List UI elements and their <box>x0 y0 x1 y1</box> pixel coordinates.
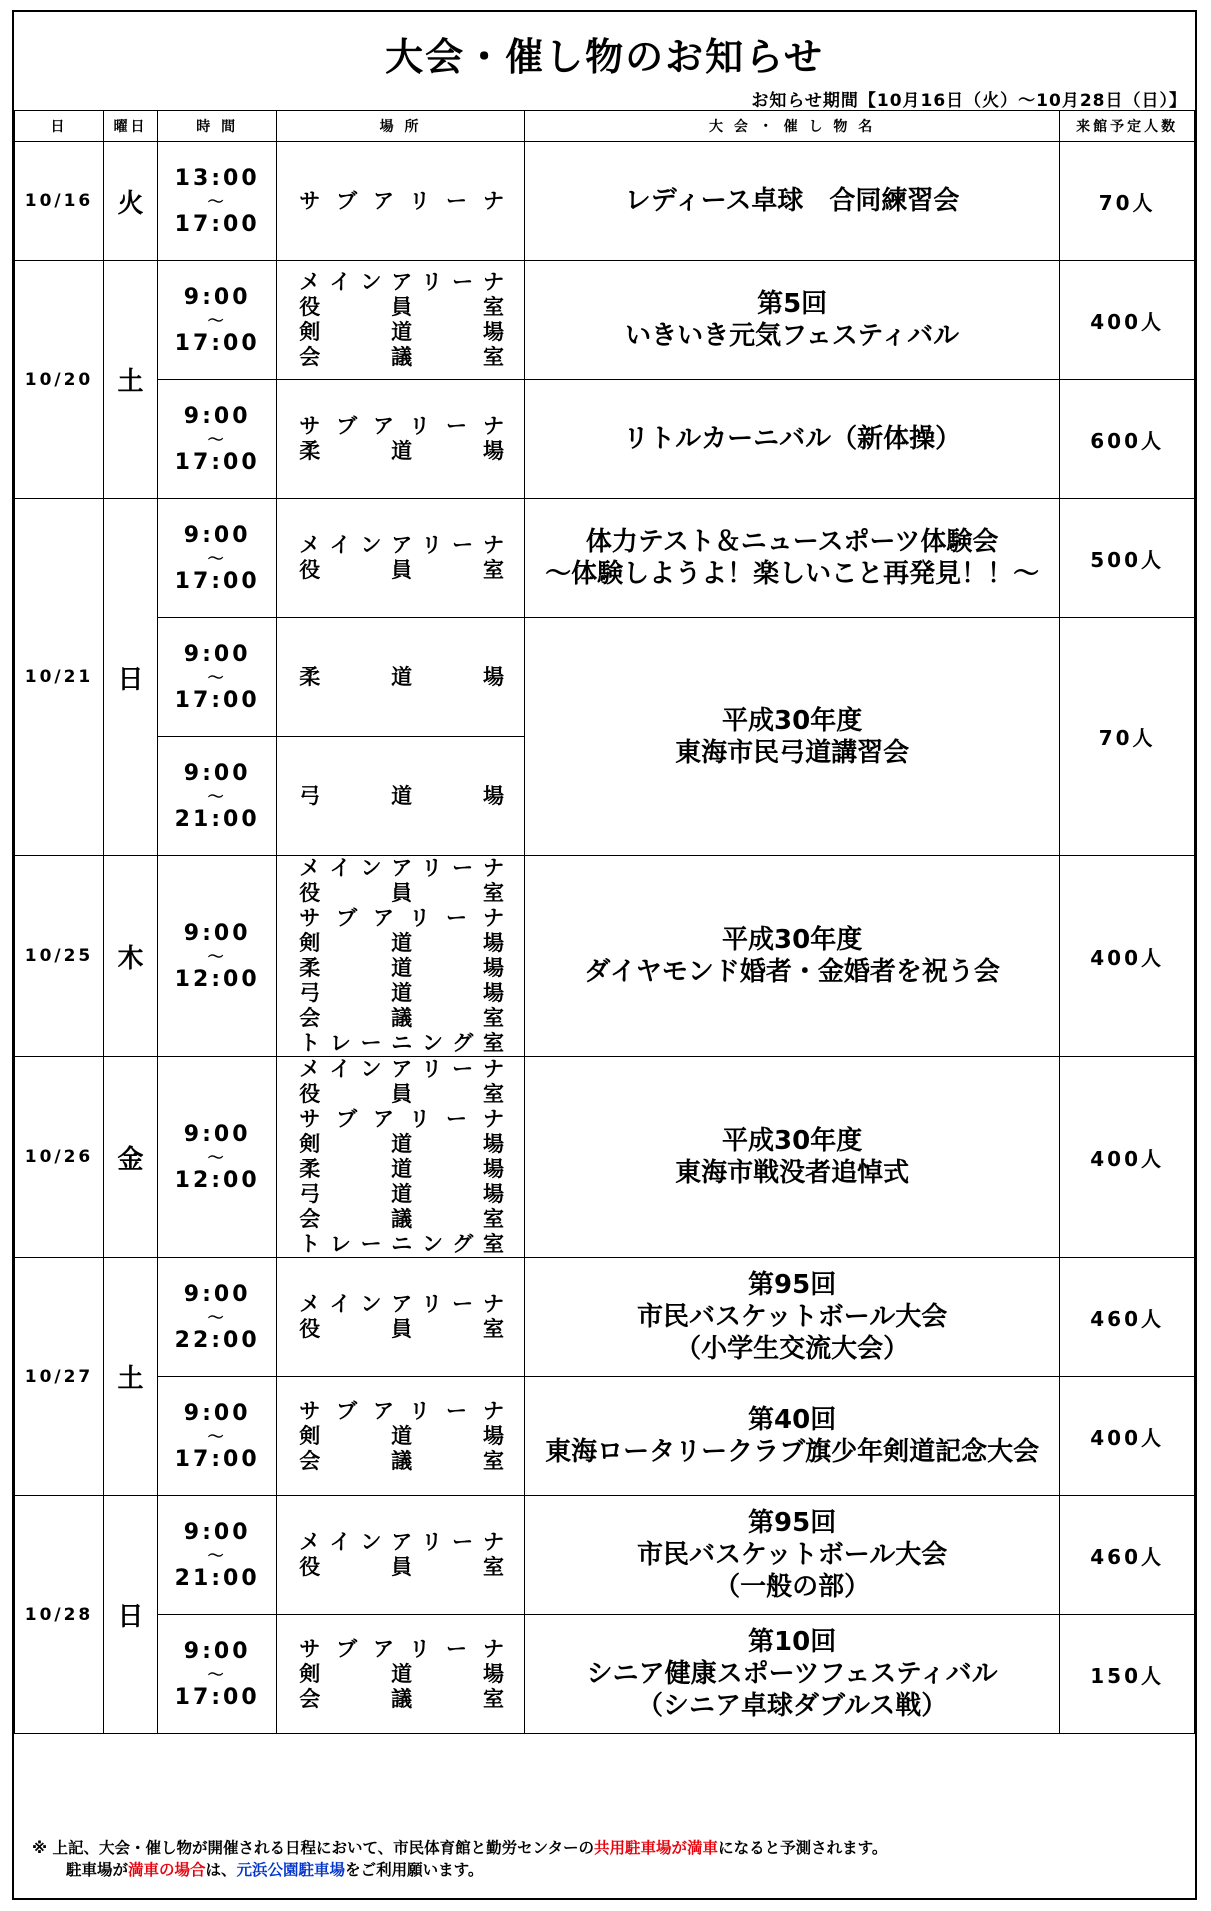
place-item: 役員室 <box>299 1555 504 1579</box>
event-weekday: 土 <box>104 1258 158 1496</box>
event-name-line: 東海ロータリークラブ旗少年剣道記念大会 <box>545 1437 1040 1467</box>
header-day: 曜日 <box>104 111 158 142</box>
event-places <box>277 856 525 1057</box>
event-date: 10/21 <box>15 499 104 856</box>
event-name-line: 第95回 <box>748 1270 837 1300</box>
event-name-line: 第95回 <box>748 1508 837 1538</box>
place-item: メインアリーナ <box>299 533 504 557</box>
event-time <box>158 856 277 1057</box>
header-row <box>15 111 1195 142</box>
start-time: 9:00 <box>183 1639 251 1664</box>
table-row <box>15 142 1195 261</box>
event-places <box>277 1258 525 1377</box>
event-name-line: 第40回 <box>748 1405 837 1435</box>
attendance-count: 600人 <box>1060 380 1195 499</box>
place-item: 会議室 <box>299 1448 504 1473</box>
time-separator: ～ <box>207 1665 227 1684</box>
event-places <box>277 1377 525 1496</box>
event-date: 10/27 <box>15 1258 104 1496</box>
end-time: 12:00 <box>174 967 260 992</box>
place-item: 弓道場 <box>299 783 504 808</box>
event-name-line: 体力テスト＆ニュースポーツ体験会 <box>585 527 999 557</box>
event-places <box>277 142 525 261</box>
place-item: 柔道場 <box>299 664 504 689</box>
event-name <box>524 856 1059 1057</box>
start-time: 9:00 <box>183 761 251 786</box>
header-place: 場 所 <box>277 111 525 142</box>
end-time: 17:00 <box>174 569 260 594</box>
event-weekday: 日 <box>104 1496 158 1734</box>
table-row <box>15 1377 1195 1496</box>
place-item: トレーニング室 <box>299 1031 504 1055</box>
place-item: 役員室 <box>299 1082 504 1106</box>
event-name-line: 平成30年度 <box>722 705 863 736</box>
event-date: 10/26 <box>15 1057 104 1258</box>
event-time <box>158 380 277 499</box>
start-time: 13:00 <box>174 166 260 191</box>
time-separator: ～ <box>207 787 227 806</box>
event-name <box>524 499 1059 618</box>
event-time <box>158 261 277 380</box>
place-item: 柔道場 <box>299 956 504 980</box>
event-date: 10/25 <box>15 856 104 1057</box>
place-item: メインアリーナ <box>299 1292 504 1316</box>
header-event-name: 大 会 ・ 催 し 物 名 <box>524 111 1059 142</box>
event-weekday: 日 <box>104 499 158 856</box>
event-places <box>277 1496 525 1615</box>
place-item: 会議室 <box>299 1686 504 1711</box>
event-name-line: ダイヤモンド婚者・金婚者を祝う会 <box>584 957 1000 987</box>
notice-period: お知らせ期間【10月16日（火）～10月28日（日）】 <box>751 91 1187 111</box>
event-name-line: 第5回 <box>757 289 828 319</box>
event-name-line: 東海市民弓道講習会 <box>675 737 910 768</box>
table-row <box>15 261 1195 380</box>
event-name-line: （小学生交流大会） <box>675 1334 910 1364</box>
event-time <box>158 1377 277 1496</box>
parking-note <box>14 1837 1195 1881</box>
attendance-count: 460人 <box>1060 1496 1195 1615</box>
event-places <box>277 261 525 380</box>
event-name <box>524 261 1059 380</box>
time-separator: ～ <box>207 1546 227 1565</box>
event-name-line: 平成30年度 <box>722 925 863 955</box>
event-name-line: 平成30年度 <box>722 1126 863 1156</box>
event-name <box>524 380 1059 499</box>
event-time <box>158 737 277 856</box>
event-places <box>277 380 525 499</box>
event-name-line: ～体験しようよ！楽しいこと再発見！！～ <box>545 559 1040 589</box>
event-date: 10/28 <box>15 1496 104 1734</box>
end-time: 17:00 <box>174 1685 260 1710</box>
place-item: メインアリーナ <box>299 1057 504 1081</box>
start-time: 9:00 <box>183 1401 251 1426</box>
time-separator: ～ <box>207 549 227 568</box>
place-item: メインアリーナ <box>299 270 504 294</box>
table-row <box>15 1258 1195 1377</box>
end-time: 17:00 <box>174 688 260 713</box>
attendance-count: 400人 <box>1060 1057 1195 1258</box>
place-item: 剣道場 <box>299 1423 504 1448</box>
event-weekday: 火 <box>104 142 158 261</box>
place-item: 剣道場 <box>299 931 504 955</box>
event-name <box>524 1258 1059 1377</box>
end-time: 21:00 <box>174 1566 260 1591</box>
time-separator: ～ <box>207 1427 227 1446</box>
place-item: 剣道場 <box>299 320 504 344</box>
end-time: 17:00 <box>174 1447 260 1472</box>
header-date: 日 <box>15 111 104 142</box>
event-name <box>524 1057 1059 1258</box>
place-item: サブアリーナ <box>299 906 504 930</box>
event-name-line: リトルカーニバル（新体操） <box>623 424 962 454</box>
place-item: 会議室 <box>299 345 504 369</box>
time-separator: ～ <box>207 192 227 211</box>
parking-note-line-1: ※ 上記、大会・催し物が開催される日程において、市民体育館と勤労センターの共用駐車場が満車になると予測されます。 <box>32 1839 888 1857</box>
attendance-count: 400人 <box>1060 261 1195 380</box>
place-item: メインアリーナ <box>299 856 504 880</box>
event-name-line: 第10回 <box>748 1627 837 1657</box>
start-time: 9:00 <box>183 523 251 548</box>
place-item: サブアリーナ <box>299 414 504 438</box>
start-time: 9:00 <box>183 642 251 667</box>
event-name-line: シニア健康スポーツフェスティバル <box>586 1659 998 1689</box>
event-table <box>14 110 1195 1734</box>
table-row <box>15 856 1195 1057</box>
event-time <box>158 1057 277 1258</box>
event-name-line: 市民バスケットボール大会 <box>637 1302 948 1332</box>
attendance-count: 70人 <box>1060 142 1195 261</box>
event-name <box>524 142 1059 261</box>
event-name <box>524 1377 1059 1496</box>
time-separator: ～ <box>207 311 227 330</box>
event-date: 10/16 <box>15 142 104 261</box>
end-time: 22:00 <box>174 1328 260 1353</box>
place-item: サブアリーナ <box>299 188 504 213</box>
place-item: サブアリーナ <box>299 1398 504 1423</box>
event-places <box>277 499 525 618</box>
place-item: サブアリーナ <box>299 1107 504 1131</box>
header-time: 時 間 <box>158 111 277 142</box>
event-time <box>158 142 277 261</box>
place-item: 役員室 <box>299 295 504 319</box>
attendance-count: 500人 <box>1060 499 1195 618</box>
event-name-line: （一般の部） <box>714 1572 871 1602</box>
event-weekday: 金 <box>104 1057 158 1258</box>
end-time: 21:00 <box>174 807 260 832</box>
place-item: メインアリーナ <box>299 1530 504 1554</box>
start-time: 9:00 <box>183 285 251 310</box>
page-title: 大会・催し物のお知らせ <box>385 35 824 79</box>
event-time <box>158 1496 277 1615</box>
event-weekday: 木 <box>104 856 158 1057</box>
start-time: 9:00 <box>183 404 251 429</box>
notice-sheet <box>12 10 1197 1900</box>
event-places <box>277 737 525 856</box>
place-item: 弓道場 <box>299 1182 504 1206</box>
place-item: 会議室 <box>299 1006 504 1030</box>
event-name <box>524 1615 1059 1734</box>
header-attendance: 来館予定人数 <box>1060 111 1195 142</box>
start-time: 9:00 <box>183 921 251 946</box>
time-separator: ～ <box>207 1148 227 1167</box>
time-separator: ～ <box>207 947 227 966</box>
time-separator: ～ <box>207 430 227 449</box>
attendance-count: 460人 <box>1060 1258 1195 1377</box>
start-time: 9:00 <box>183 1520 251 1545</box>
event-time <box>158 1615 277 1734</box>
event-time <box>158 499 277 618</box>
place-item: 剣道場 <box>299 1661 504 1686</box>
place-item: 柔道場 <box>299 439 504 463</box>
place-item: 会議室 <box>299 1207 504 1231</box>
time-separator: ～ <box>207 1308 227 1327</box>
place-item: トレーニング室 <box>299 1232 504 1256</box>
event-weekday: 土 <box>104 261 158 499</box>
event-places <box>277 1615 525 1734</box>
table-row <box>15 1496 1195 1615</box>
event-name-line: 東海市戦没者追悼式 <box>675 1158 910 1188</box>
end-time: 17:00 <box>174 331 260 356</box>
event-name-line: いきいき元気フェスティバル <box>625 321 960 351</box>
time-separator: ～ <box>207 668 227 687</box>
place-item: 剣道場 <box>299 1132 504 1156</box>
place-item: 弓道場 <box>299 981 504 1005</box>
end-time: 17:00 <box>174 450 260 475</box>
table-row <box>15 618 1195 737</box>
event-date: 10/20 <box>15 261 104 499</box>
event-time <box>158 1258 277 1377</box>
place-item: サブアリーナ <box>299 1636 504 1661</box>
place-item: 柔道場 <box>299 1157 504 1181</box>
event-name <box>524 1496 1059 1615</box>
parking-note-line-2: 駐車場が満車の場合は、元浜公園駐車場をご利用願います。 <box>66 1861 484 1879</box>
table-row <box>15 1615 1195 1734</box>
attendance-count: 400人 <box>1060 856 1195 1057</box>
event-places <box>277 618 525 737</box>
event-places <box>277 1057 525 1258</box>
place-item: 役員室 <box>299 881 504 905</box>
event-name-line: （シニア卓球ダブルス戦） <box>637 1691 948 1721</box>
table-row <box>15 1057 1195 1258</box>
end-time: 12:00 <box>174 1168 260 1193</box>
event-name-line: レディース卓球 合同練習会 <box>624 186 960 216</box>
attendance-count: 150人 <box>1060 1615 1195 1734</box>
event-name-line: 市民バスケットボール大会 <box>637 1540 948 1570</box>
event-time <box>158 618 277 737</box>
start-time: 9:00 <box>183 1122 251 1147</box>
place-item: 役員室 <box>299 558 504 582</box>
event-name <box>524 618 1059 856</box>
place-item: 役員室 <box>299 1317 504 1341</box>
attendance-count: 70人 <box>1060 618 1195 856</box>
attendance-count: 400人 <box>1060 1377 1195 1496</box>
start-time: 9:00 <box>183 1282 251 1307</box>
end-time: 17:00 <box>174 212 260 237</box>
table-row <box>15 380 1195 499</box>
table-row <box>15 499 1195 618</box>
